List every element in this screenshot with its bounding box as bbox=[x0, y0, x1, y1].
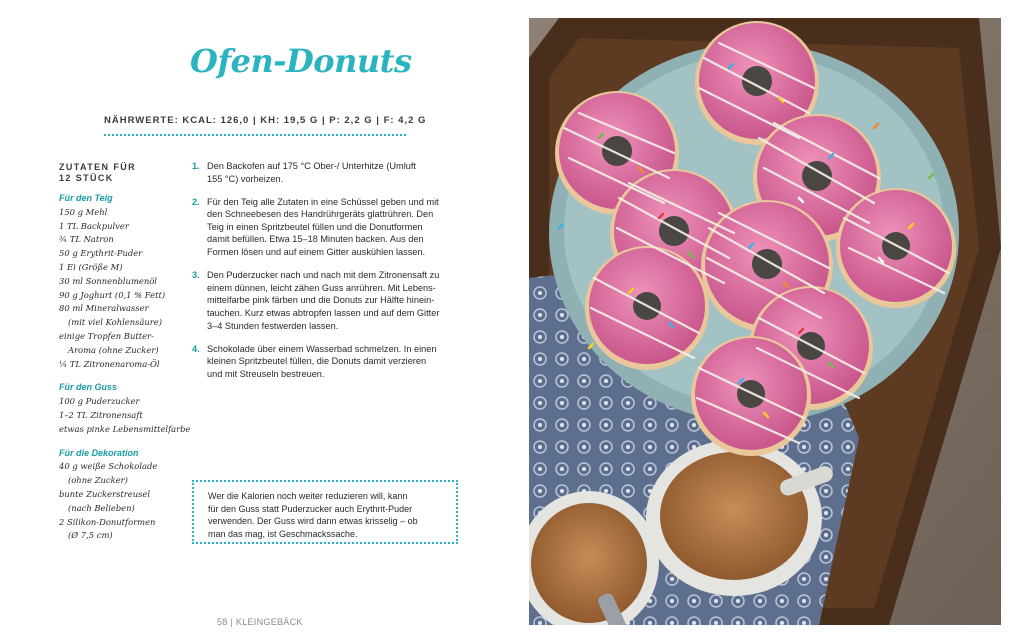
ingredient-group-title: Für den Teig bbox=[59, 193, 113, 203]
ingredient-item: 1 Ei (Größe M) bbox=[59, 261, 123, 272]
ingredient-item: (ohne Zucker) bbox=[68, 475, 128, 486]
ingredient-item: (mit viel Kohlensäure) bbox=[68, 317, 163, 328]
nutrition-divider bbox=[104, 134, 406, 136]
ingredient-item: 90 g Joghurt (0,1 % Fett) bbox=[59, 289, 166, 300]
instruction-step bbox=[190, 269, 450, 332]
step-line: und mit Streuseln bestreuen. bbox=[207, 368, 325, 379]
ingredient-item: (Ø 7,5 cm) bbox=[68, 530, 113, 541]
tip-line: man das mag, ist Geschmackssache. bbox=[208, 528, 358, 539]
step-line: kleinen Spritzbeutel füllen, die Donuts damit verzieren bbox=[207, 356, 427, 367]
ingredient-item: 50 g Erythrit-Puder bbox=[59, 248, 143, 259]
ingredients-heading-line1: ZUTATEN FÜR bbox=[59, 162, 137, 172]
footer-separator: | bbox=[230, 617, 234, 627]
step-line: mittelfarbe pink färben und die Donuts zur Hälfte hinein- bbox=[207, 295, 435, 306]
ingredient-item: einige Tropfen Butter- bbox=[59, 330, 154, 341]
ingredients-list bbox=[59, 192, 189, 543]
step-line: damit befüllen. Etwa 15–18 Minuten backen. Aus den bbox=[207, 234, 424, 245]
step-line: 3–4 Stunden festwerden lassen. bbox=[207, 320, 339, 331]
ingredient-item: 100 g Puderzucker bbox=[59, 396, 140, 407]
step-line: Schokolade über einem Wasserbad schmelzen. In einen bbox=[207, 343, 437, 354]
ingredient-item: 30 ml Sonnenblumenöl bbox=[59, 275, 157, 286]
step-line: den Schneebesen des Handrührgeräts glattrühren. Den bbox=[207, 209, 434, 220]
step-line: Teig in einen Spritzbeutel füllen und die Donutformen bbox=[207, 221, 423, 232]
tip-box bbox=[192, 480, 458, 544]
step-line: Formen lösen und auf einem Gitter auskühlen lassen. bbox=[207, 247, 426, 258]
ingredient-item: ¾ TL Natron bbox=[59, 234, 114, 245]
ingredient-item: ¼ TL Zitronenaroma-Öl bbox=[59, 358, 160, 369]
ingredients-heading bbox=[59, 162, 179, 184]
instruction-step bbox=[190, 160, 450, 185]
page-number: 58 bbox=[217, 617, 228, 627]
step-line: Den Puderzucker nach und nach mit dem Zitronensaft zu bbox=[207, 270, 440, 281]
section-name: KLEINGEBÄCK bbox=[235, 617, 303, 627]
page-title: Ofen-Donuts bbox=[190, 42, 412, 80]
tip-line: Wer die Kalorien noch weiter reduzieren will, kann bbox=[208, 491, 408, 501]
step-number: 3. bbox=[192, 270, 200, 281]
tip-line: für den Guss statt Puderzucker auch Erythrit-Puder bbox=[208, 503, 413, 514]
instruction-steps bbox=[190, 160, 450, 391]
ingredients-heading-line2: 12 STÜCK bbox=[59, 173, 114, 183]
step-line: einem dünnen, leicht zähen Guss anrühren. Mit Lebens- bbox=[207, 282, 436, 293]
step-number: 4. bbox=[192, 343, 200, 354]
ingredient-group-title: Für die Dekoration bbox=[59, 447, 139, 458]
ingredient-item: (nach Belieben) bbox=[68, 502, 135, 513]
donut-photo bbox=[529, 18, 1001, 625]
nutrition-line: NÄHRWERTE: KCAL: 126,0 | KH: 19,5 G | P: 2,2 G | F: 4,2 G bbox=[104, 115, 427, 126]
ingredient-item: 1–2 TL Zitronensaft bbox=[59, 409, 143, 420]
ingredient-item: 80 ml Mineralwasser bbox=[59, 303, 149, 314]
instruction-step bbox=[190, 196, 450, 259]
ingredient-item: 150 g Mehl bbox=[59, 206, 108, 217]
ingredient-item: etwas pinke Lebensmittelfarbe bbox=[59, 423, 191, 434]
step-line: Den Backofen auf 175 °C Ober-/ Unterhitze (Umluft bbox=[207, 161, 416, 171]
ingredient-item: Aroma (ohne Zucker) bbox=[68, 344, 159, 355]
page-footer bbox=[217, 617, 303, 627]
ingredient-item: 2 Silikon-Donutformen bbox=[59, 516, 156, 527]
step-number: 1. bbox=[192, 161, 200, 171]
step-line: Für den Teig alle Zutaten in eine Schüssel geben und mit bbox=[207, 196, 439, 207]
tip-line: verwenden. Der Guss wird dann etwas krisselig – ob bbox=[208, 516, 418, 527]
ingredient-item: 1 TL Backpulver bbox=[59, 220, 129, 231]
ingredient-item: 40 g weiße Schokolade bbox=[59, 461, 158, 472]
step-line: 155 °C) vorheizen. bbox=[207, 173, 284, 184]
ingredient-item: bunte Zuckerstreusel bbox=[59, 488, 151, 499]
step-number: 2. bbox=[192, 196, 200, 207]
instruction-step bbox=[190, 343, 450, 381]
step-line: tauchen. Kurz etwas abtropfen lassen und auf dem Gitter bbox=[207, 307, 440, 318]
ingredient-group-title: Für den Guss bbox=[59, 382, 118, 393]
